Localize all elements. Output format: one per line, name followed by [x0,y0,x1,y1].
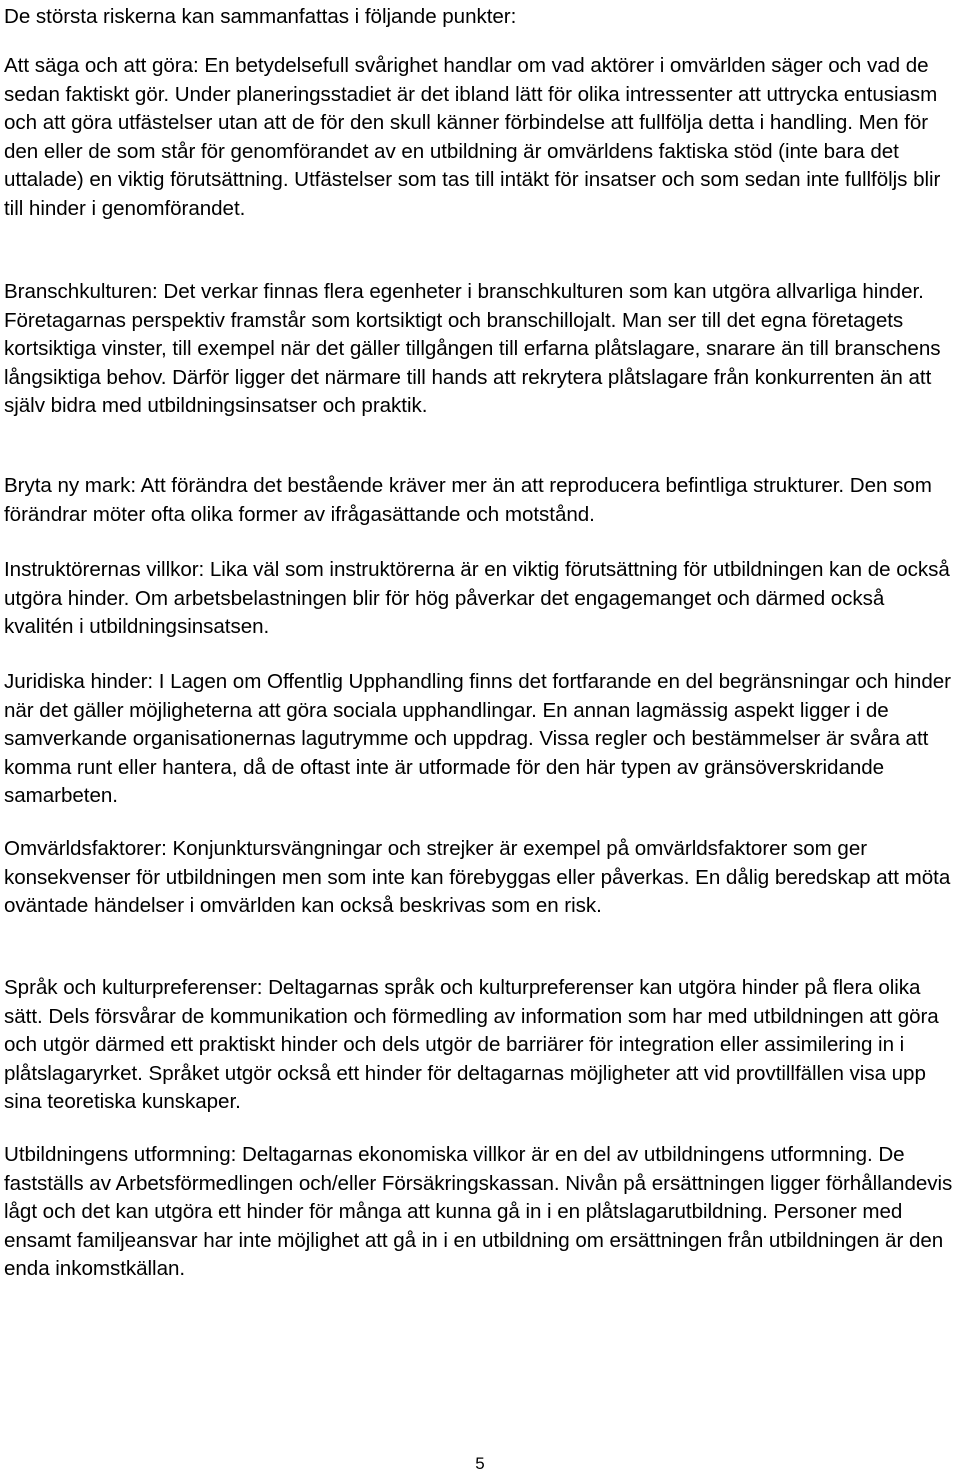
section-sprak-och-kulturpreferenser [4,974,956,1117]
page-number: 5 [475,1454,485,1473]
section-label: Att säga och att göra: [4,54,199,77]
section-label: Branschkulturen: [4,280,158,303]
section-omvarldsfaktorer [4,835,956,921]
section-label: Språk och kulturpreferenser: [4,976,263,999]
section-label: Omvärldsfaktorer: [4,837,167,860]
section-att-saga-och-att-gora [4,52,956,223]
section-label: Utbildningens utformning: [4,1143,237,1166]
section-text: Att förändra det bestående kräver mer än att reproducera befintliga strukturer. Den som förändrar möter ofta olika former av ifrågasättande och motstånd. [4,474,932,526]
section-label: Instruktörernas villkor: [4,558,205,581]
section-branschkulturen [4,278,956,421]
section-juridiska-hinder [4,668,956,811]
section-text: Lika väl som instruktörerna är en viktig förutsättning för utbildningen kan de också utgöra hinder. Om arbetsbelastningen blir för hög påverkar det engagemanget och därmed också kvalitén i utbildningsinsatsen. [4,558,950,638]
section-text: Konjunktursvängningar och strejker är exempel på omvärldsfaktorer som ger konsekvenser för utbildningen men som inte kan förebyggas eller påverkas. En dålig beredskap att möta oväntade händelser i omvärlden kan också beskrivas som en risk. [4,837,951,917]
section-text: Deltagarnas språk och kulturpreferenser kan utgöra hinder på flera olika sätt. Dels försvårar de kommunikation och förmedling av information som har med utbildningen att göra och utgör därmed ett praktiskt hinder och dels utgör de barriärer för integration eller assimilering in i plåtslagaryrket. Språket utgör också ett hinder för deltagarnas möjligheter att vid provtillfällen visa upp sina teoretiska kunskaper. [4,976,939,1113]
section-text: En betydelsefull svårighet handlar om vad aktörer i omvärlden säger och vad de sedan faktiskt gör. Under planeringsstadiet är det ibland lätt för olika intressenter att uttrycka entusiasm och att göra utfästelser utan att de för den skull känner förbindelse att fullfölja detta i handling. Men för den eller de som står för genomförandet av en utbildning är omvärldens faktiska stöd (inte bara det uttalade) en viktig förutsättning. Utfästelser som tas till intäkt för insatser och som sedan inte fullföljs blir till hinder i genomförandet. [4,54,941,220]
section-text: Deltagarnas ekonomiska villkor är en del av utbildningens utformning. De fastställs av Arbetsförmedlingen och/eller Försäkringskassan. Nivån på ersättningen ligger förhållandevis lågt och det kan utgöra ett hinder för många att kunna gå in i en plåtslagarutbildning. Personer med ensamt familjeansvar har inte möjlighet att gå in i en utbildning om ersättningen från utbildningen är den enda inkomstkällan. [4,1143,953,1280]
document-page [4,0,956,1280]
section-instruktorernas-villkor [4,556,956,642]
section-text: I Lagen om Offentlig Upphandling finns det fortfarande en del begränsningar och hinder när det gäller möjligheterna att göra sociala upphandlingar. En annan lagmässig aspekt ligger i de samverkande organisationernas lagutrymme och uppdrag. Vissa regler och bestämmelser är svåra att komma runt eller hantera, då de oftast inte är utformade för den här typen av gränsöverskridande samarbeten. [4,670,951,807]
section-utbildningens-utformning [4,1141,956,1284]
section-label: Juridiska hinder: [4,670,154,693]
section-label: Bryta ny mark: [4,474,137,497]
section-bryta-ny-mark [4,472,956,529]
intro-text: De största riskerna kan sammanfattas i följande punkter: [4,5,517,28]
section-text: Det verkar finnas flera egenheter i branschkulturen som kan utgöra allvarliga hinder. Företagarnas perspektiv framstår som kortsiktigt och branschillojalt. Man ser till det egna företagets kortsiktiga vinster, till exempel när det gäller tillgången till erfarna plåtslagare, snarare än till branschens långsiktiga behov. Därför ligger det närmare till hands att rekrytera plåtslagare från konkurrenten än att själv bidra med utbildningsinsatser och praktik. [4,280,941,417]
